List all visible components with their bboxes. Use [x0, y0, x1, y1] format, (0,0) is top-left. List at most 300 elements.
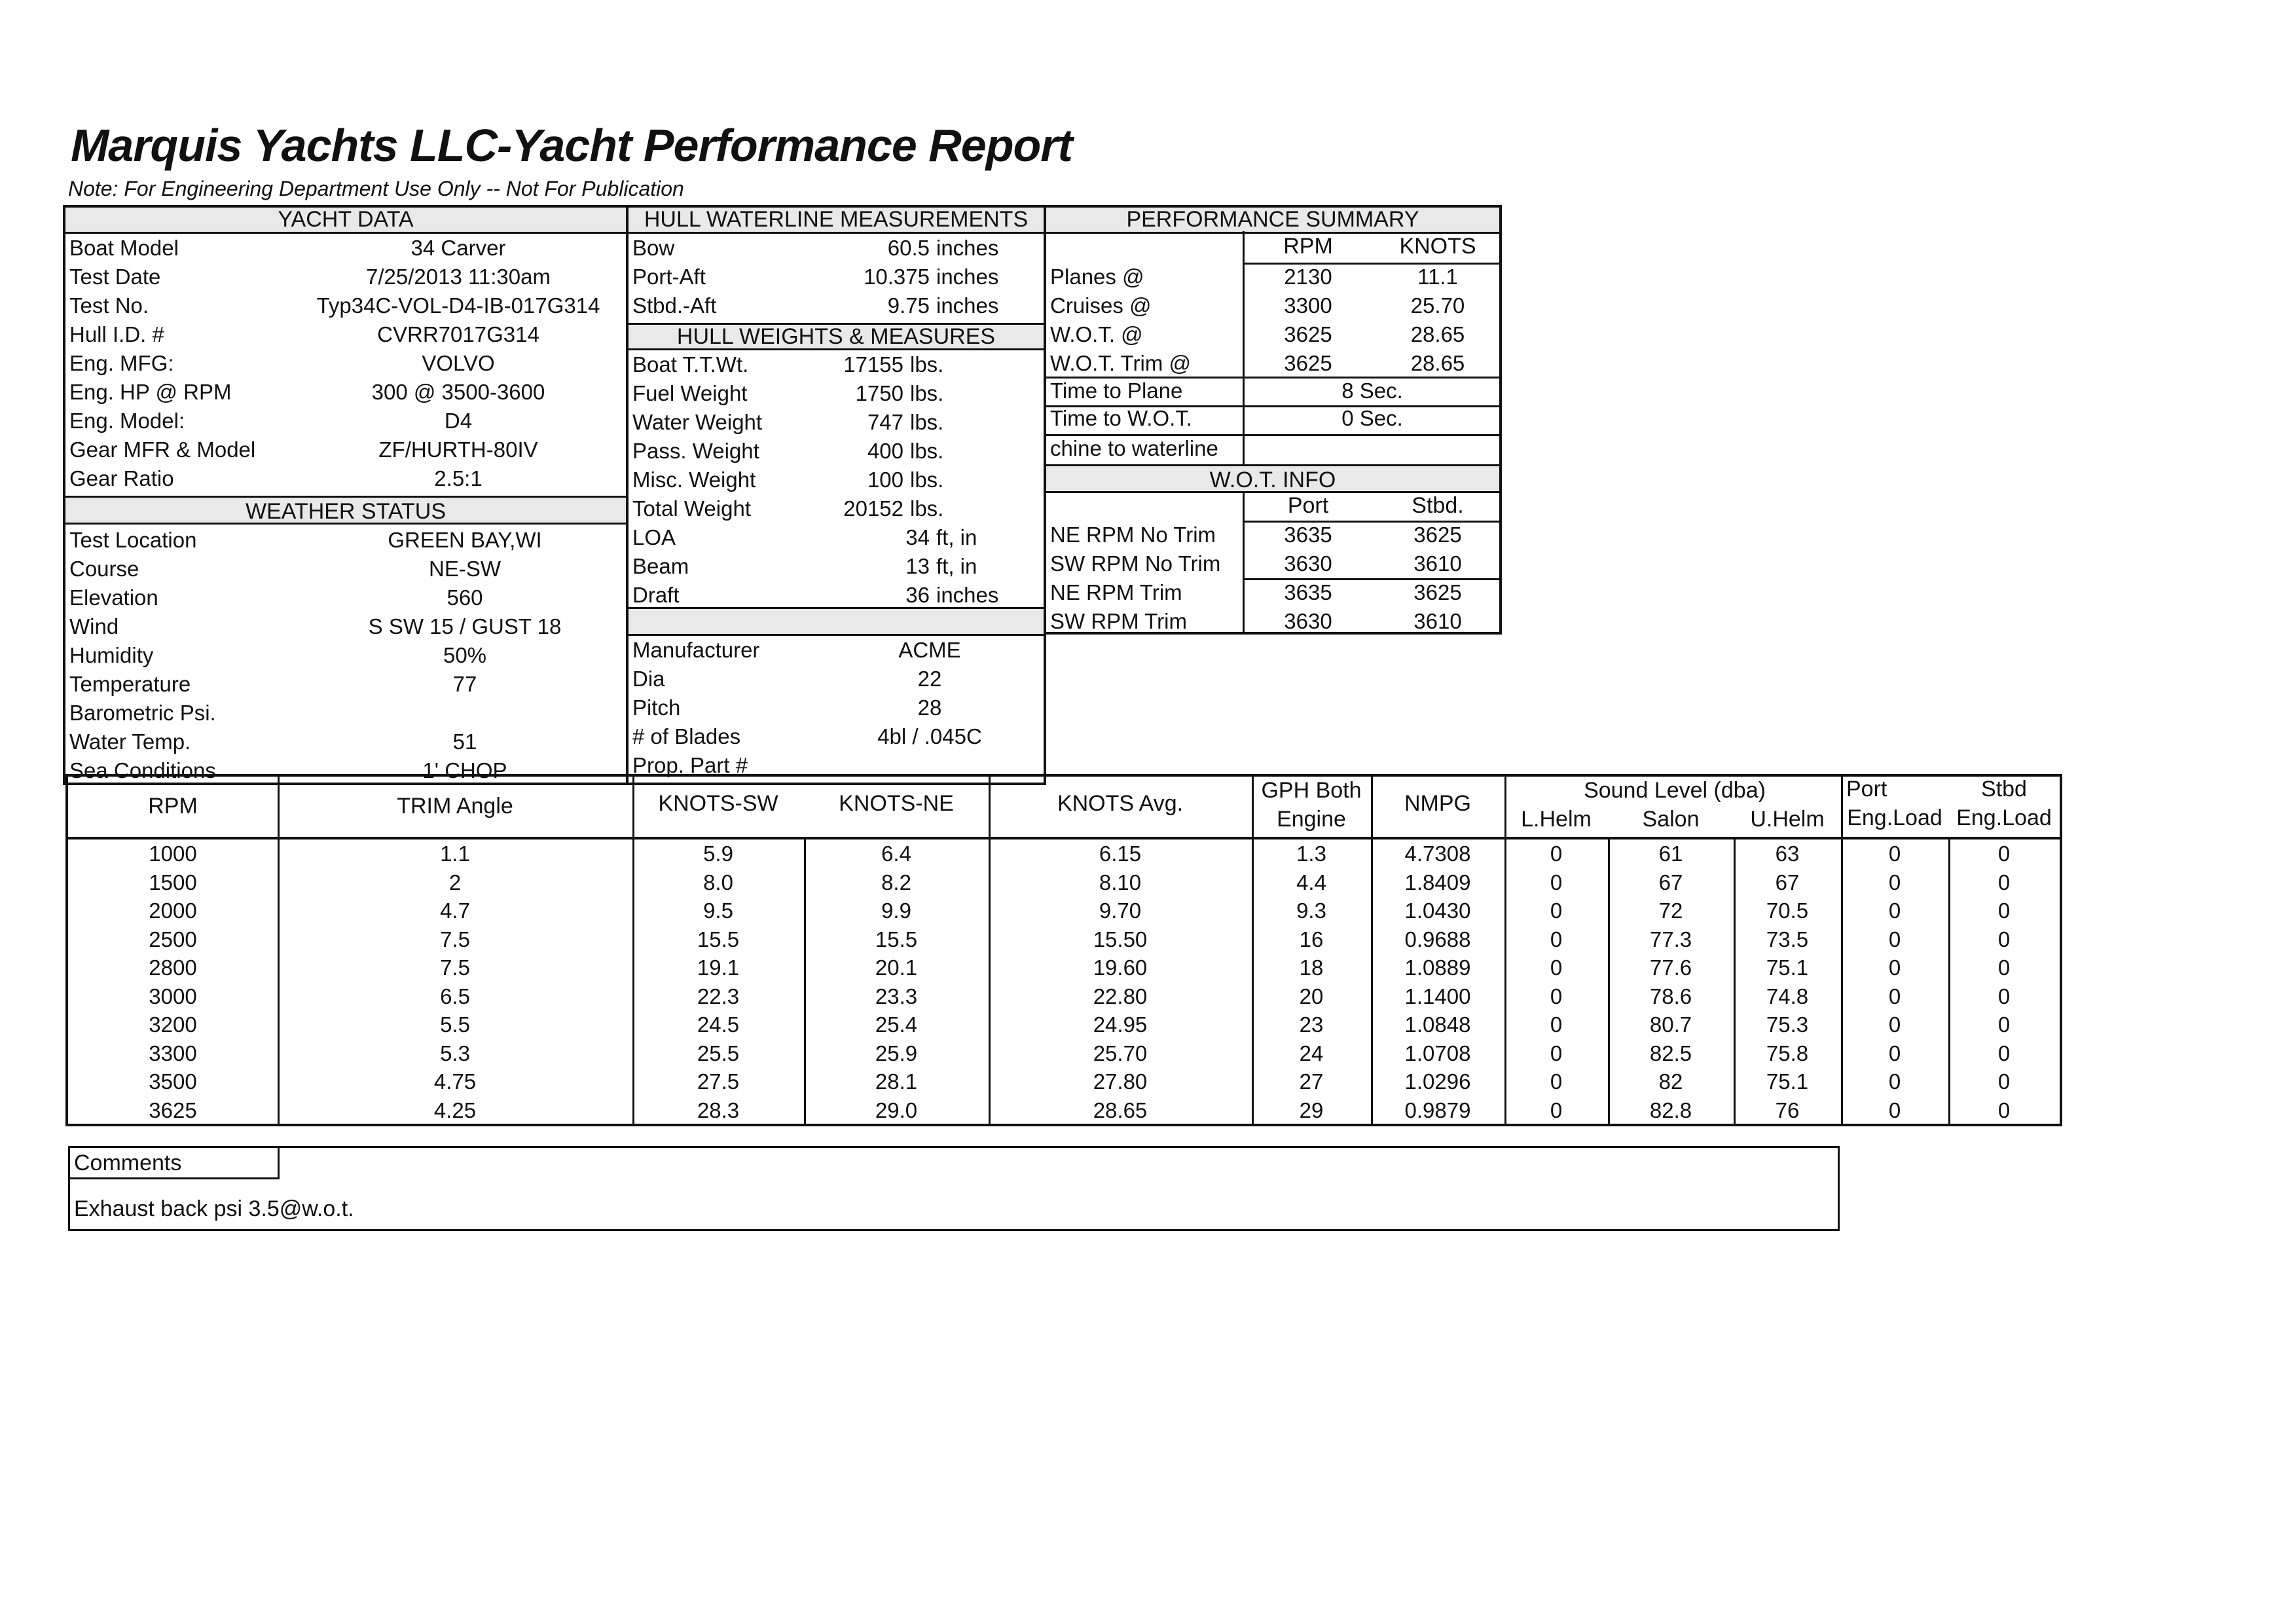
run-table-row [68, 1067, 2060, 1096]
run-cell-port-load: 0 [1888, 984, 1901, 1008]
run-cell-stbd-load: 0 [1997, 1041, 2011, 1065]
run-cell-rpm: 3200 [149, 1012, 197, 1037]
weather-value: 560 [446, 585, 483, 610]
hull-weights-row [629, 379, 1044, 408]
run-cell-l-helm: 0 [1550, 1041, 1563, 1065]
weather-label: Temperature [69, 672, 191, 696]
yacht-data-row [65, 349, 626, 378]
run-cell-u-helm: 74.8 [1766, 984, 1809, 1008]
run-cell-knots-avg: 22.80 [1093, 984, 1148, 1008]
yacht-data-row [65, 263, 626, 291]
hull-waterline-row [629, 291, 1044, 320]
yacht-data-row [65, 464, 626, 493]
run-cell-nmpg: 1.0296 [1404, 1069, 1471, 1094]
hull-weights-unit: lbs. [910, 439, 944, 463]
comments-label-box [70, 1148, 280, 1179]
hull-weights-value: 34 [905, 525, 930, 549]
run-cell-knots-sw: 15.5 [697, 927, 740, 951]
run-table-row [68, 925, 2060, 953]
run-cell-knots-sw: 19.1 [697, 955, 740, 980]
yacht-data-label: Test No. [69, 293, 149, 318]
propeller-label: Manufacturer [632, 638, 760, 662]
run-cell-gph: 16 [1299, 927, 1324, 951]
propeller-value: 28 [917, 695, 942, 720]
run-cell-knots-sw: 27.5 [697, 1069, 740, 1094]
run-cell-rpm: 3500 [149, 1069, 197, 1094]
yacht-data-label: Eng. Model: [69, 409, 185, 433]
weather-row [65, 612, 626, 641]
run-cell-knots-ne: 20.1 [875, 955, 918, 980]
run-cell-knots-ne: 15.5 [875, 927, 918, 951]
run-cell-trim: 2 [448, 870, 462, 895]
run-cell-rpm: 3300 [149, 1041, 197, 1065]
run-cell-stbd-load: 0 [1997, 1012, 2011, 1037]
weather-header: WEATHER STATUS [65, 496, 626, 525]
hull-weights-label: Total Weight [632, 496, 751, 521]
hull-waterline-unit: inches [936, 236, 999, 260]
wot-stbd: 3625 [1413, 580, 1462, 604]
wot-col-port: Port [1287, 493, 1329, 518]
performance-rpm: 3625 [1284, 351, 1332, 375]
run-table-row [68, 953, 2060, 982]
run-header-gph-2: Engine [1277, 807, 1346, 832]
run-cell-knots-sw: 25.5 [697, 1041, 740, 1065]
weather-value: GREEN BAY,WI [388, 528, 542, 552]
run-cell-port-load: 0 [1888, 1041, 1901, 1065]
hull-weights-label: Boat T.T.Wt. [632, 352, 749, 377]
weather-value: S SW 15 / GUST 18 [368, 614, 562, 638]
hull-weights-label: Beam [632, 554, 689, 578]
hull-waterline-value: 10.375 [864, 265, 930, 289]
weather-label: Course [69, 557, 139, 581]
run-header-rpm: RPM [148, 794, 198, 819]
run-cell-nmpg: 0.9879 [1404, 1098, 1471, 1122]
run-table-row [68, 1039, 2060, 1067]
hull-weights-unit: lbs. [910, 352, 944, 377]
performance-row [1046, 320, 1499, 349]
run-table-row [68, 896, 2060, 925]
yacht-data-header: YACHT DATA [65, 208, 626, 234]
run-cell-u-helm: 75.1 [1766, 1069, 1809, 1094]
hull-weights-label: Fuel Weight [632, 381, 748, 405]
propeller-label: # of Blades [632, 724, 741, 748]
hull-weights-header: HULL WEIGHTS & MEASURES [629, 323, 1044, 350]
run-cell-knots-avg: 25.70 [1093, 1041, 1148, 1065]
yacht-data-row [65, 234, 626, 263]
hull-weights-label: Draft [632, 583, 680, 607]
run-cell-port-load: 0 [1888, 870, 1901, 895]
run-cell-salon: 67 [1658, 870, 1683, 895]
performance-row [1046, 291, 1499, 320]
run-cell-salon: 61 [1658, 841, 1683, 866]
hull-waterline-label: Stbd.-Aft [632, 293, 717, 318]
run-cell-port-load: 0 [1888, 898, 1901, 923]
wot-label: SW RPM No Trim [1050, 551, 1221, 576]
run-cell-u-helm: 73.5 [1766, 927, 1809, 951]
yacht-data-value: 34 Carver [410, 236, 506, 260]
comments-box [68, 1146, 1840, 1231]
hull-weights-unit: lbs. [910, 496, 944, 521]
run-table-row [68, 982, 2060, 1010]
run-cell-nmpg: 1.0848 [1404, 1012, 1471, 1037]
run-table-row [68, 1096, 2060, 1124]
weather-value: 50% [443, 643, 487, 667]
performance-rpm: 3300 [1284, 293, 1332, 318]
yacht-data-row [65, 320, 626, 349]
performance-rpm: 3625 [1284, 322, 1332, 346]
run-cell-knots-sw: 22.3 [697, 984, 740, 1008]
run-cell-gph: 18 [1299, 955, 1324, 980]
run-table-row [68, 868, 2060, 896]
hull-weights-value: 747 [867, 410, 903, 434]
performance-rpm: 2130 [1284, 265, 1332, 289]
yacht-data-label: Gear MFR & Model [69, 437, 256, 462]
report-title: Marquis Yachts LLC-Yacht Performance Report [71, 120, 1072, 171]
weather-row [65, 583, 626, 612]
run-cell-knots-ne: 6.4 [881, 841, 911, 866]
wot-row [1046, 578, 1499, 607]
hull-weights-row [629, 494, 1044, 523]
run-header-port-1: Port [1846, 777, 1887, 802]
time-to-wot-label: Time to W.O.T. [1050, 406, 1192, 430]
run-cell-u-helm: 76 [1775, 1098, 1800, 1122]
hull-waterline-unit: inches [936, 293, 999, 318]
hull-weights-row [629, 437, 1044, 466]
yacht-data-value: 7/25/2013 11:30am [366, 265, 551, 289]
run-cell-stbd-load: 0 [1997, 898, 2011, 923]
weather-row [65, 699, 626, 728]
run-cell-gph: 23 [1299, 1012, 1324, 1037]
run-cell-stbd-load: 0 [1997, 1098, 2011, 1122]
hull-waterline-value: 9.75 [887, 293, 930, 318]
run-cell-l-helm: 0 [1550, 1098, 1563, 1122]
hull-weights-label: Water Weight [632, 410, 763, 434]
wot-label: NE RPM No Trim [1050, 523, 1216, 547]
hull-weights-value: 36 [905, 583, 930, 607]
hull-weights-label: Pass. Weight [632, 439, 759, 463]
run-header-knots-sw: KNOTS-SW [658, 791, 778, 816]
performance-label: Planes @ [1050, 265, 1144, 289]
wot-stbd: 3610 [1413, 609, 1462, 633]
wot-label: SW RPM Trim [1050, 609, 1187, 633]
propeller-label: Dia [632, 667, 665, 691]
run-cell-knots-ne: 8.2 [881, 870, 911, 895]
run-cell-salon: 77.3 [1649, 927, 1692, 951]
hull-weights-unit: lbs. [910, 410, 944, 434]
hull-waterline-label: Bow [632, 236, 675, 260]
run-cell-u-helm: 75.8 [1766, 1041, 1809, 1065]
run-cell-l-helm: 0 [1550, 898, 1563, 923]
time-to-plane-row [1046, 377, 1499, 405]
run-cell-stbd-load: 0 [1997, 955, 2011, 980]
run-cell-stbd-load: 0 [1997, 927, 2011, 951]
wot-port: 3635 [1284, 523, 1332, 547]
hull-weights-unit: lbs. [910, 381, 944, 405]
hull-panel [626, 205, 1046, 785]
yacht-data-value: Typ34C-VOL-D4-IB-017G314 [316, 293, 600, 318]
hull-waterline-row [629, 234, 1044, 263]
hull-weights-label: LOA [632, 525, 676, 549]
weather-label: Wind [69, 614, 119, 638]
hull-waterline-value: 60.5 [887, 236, 930, 260]
yacht-data-row [65, 291, 626, 320]
run-table [65, 774, 2062, 1126]
run-cell-knots-ne: 23.3 [875, 984, 918, 1008]
hull-weights-label: Misc. Weight [632, 468, 756, 492]
run-header-salon: Salon [1642, 807, 1700, 832]
run-cell-trim: 1.1 [440, 841, 470, 866]
run-cell-knots-ne: 29.0 [875, 1098, 918, 1122]
yacht-data-row [65, 407, 626, 435]
run-cell-u-helm: 70.5 [1766, 898, 1809, 923]
run-header-uhelm: U.Helm [1750, 807, 1825, 832]
hull-waterline-unit: inches [936, 265, 999, 289]
run-cell-l-helm: 0 [1550, 1069, 1563, 1094]
hull-weights-row [629, 350, 1044, 379]
perf-col-knots: KNOTS [1399, 234, 1476, 259]
run-header-stbd-1: Stbd [1981, 777, 2027, 802]
performance-knots: 28.65 [1410, 351, 1465, 375]
run-cell-gph: 24 [1299, 1041, 1324, 1065]
run-cell-nmpg: 1.8409 [1404, 870, 1471, 895]
run-header-sound: Sound Level (dba) [1584, 778, 1766, 803]
run-cell-stbd-load: 0 [1997, 870, 2011, 895]
run-cell-knots-ne: 25.4 [875, 1012, 918, 1037]
weather-row [65, 526, 626, 555]
run-cell-knots-ne: 9.9 [881, 898, 911, 923]
hull-weights-unit: lbs. [910, 468, 944, 492]
performance-knots: 11.1 [1417, 265, 1458, 289]
run-cell-trim: 5.3 [440, 1041, 470, 1065]
run-cell-nmpg: 4.7308 [1404, 841, 1471, 866]
run-cell-knots-ne: 25.9 [875, 1041, 918, 1065]
wot-stbd: 3610 [1413, 551, 1462, 576]
run-cell-knots-avg: 19.60 [1093, 955, 1148, 980]
run-cell-rpm: 1500 [149, 870, 197, 895]
time-to-plane-label: Time to Plane [1050, 378, 1183, 403]
wot-row [1046, 549, 1499, 578]
run-cell-salon: 82.8 [1649, 1098, 1692, 1122]
run-cell-l-helm: 0 [1550, 955, 1563, 980]
performance-label: W.O.T. Trim @ [1050, 351, 1191, 375]
run-cell-rpm: 2000 [149, 898, 197, 923]
run-cell-port-load: 0 [1888, 1098, 1901, 1122]
perf-col-rpm: RPM [1283, 234, 1333, 259]
wot-port: 3630 [1284, 551, 1332, 576]
hull-weights-unit: ft, in [936, 554, 977, 578]
yacht-data-label: Test Date [69, 265, 161, 289]
hull-weights-row [629, 408, 1044, 437]
run-cell-port-load: 0 [1888, 955, 1901, 980]
hull-weights-row [629, 466, 1044, 494]
wot-label: NE RPM Trim [1050, 580, 1182, 604]
wot-port: 3635 [1284, 580, 1332, 604]
performance-summary-panel [1044, 205, 1502, 635]
wot-col-stbd: Stbd. [1412, 493, 1464, 518]
yacht-data-value: VOLVO [422, 351, 495, 375]
run-header-gph-1: GPH Both [1261, 778, 1362, 803]
hull-weights-row [629, 552, 1044, 581]
wot-row [1046, 521, 1499, 549]
run-cell-nmpg: 1.0430 [1404, 898, 1471, 923]
run-cell-knots-avg: 6.15 [1099, 841, 1142, 866]
weather-row [65, 728, 626, 756]
run-cell-gph: 4.4 [1296, 870, 1326, 895]
hull-weights-value: 17155 [843, 352, 903, 377]
yacht-data-value: 300 @ 3500-3600 [371, 380, 545, 404]
run-cell-knots-avg: 15.50 [1093, 927, 1148, 951]
run-cell-knots-sw: 9.5 [703, 898, 733, 923]
run-cell-l-helm: 0 [1550, 927, 1563, 951]
yacht-data-label: Eng. MFG: [69, 351, 174, 375]
hull-weights-value: 1750 [855, 381, 903, 405]
run-cell-knots-sw: 28.3 [697, 1098, 740, 1122]
chine-label: chine to waterline [1050, 436, 1218, 460]
propeller-value: ACME [898, 638, 961, 662]
propeller-label: Pitch [632, 695, 681, 720]
run-cell-knots-avg: 27.80 [1093, 1069, 1148, 1094]
weather-label: Test Location [69, 528, 197, 552]
run-cell-rpm: 2800 [149, 955, 197, 980]
run-cell-knots-sw: 8.0 [703, 870, 733, 895]
propeller-row [629, 636, 1044, 665]
yacht-data-value: ZF/HURTH-80IV [378, 437, 538, 462]
run-cell-u-helm: 67 [1775, 870, 1800, 895]
yacht-data-value: 2.5:1 [434, 466, 483, 490]
propeller-row [629, 693, 1044, 722]
run-cell-gph: 9.3 [1296, 898, 1326, 923]
weather-value: 1' CHOP [422, 758, 507, 783]
run-table-row [68, 1010, 2060, 1039]
performance-summary-header: PERFORMANCE SUMMARY [1046, 208, 1499, 234]
weather-label: Water Temp. [69, 729, 191, 754]
run-cell-knots-avg: 24.95 [1093, 1012, 1148, 1037]
run-cell-l-helm: 0 [1550, 841, 1563, 866]
wot-row [1046, 607, 1499, 636]
propeller-value: 4bl / .045C [877, 724, 982, 748]
run-cell-rpm: 2500 [149, 927, 197, 951]
performance-label: W.O.T. @ [1050, 322, 1143, 346]
run-cell-rpm: 3000 [149, 984, 197, 1008]
weather-value: 51 [452, 729, 477, 754]
performance-knots: 28.65 [1410, 322, 1465, 346]
yacht-data-row [65, 435, 626, 464]
hull-weights-value: 400 [867, 439, 903, 463]
hull-waterline-row [629, 263, 1044, 291]
weather-label: Barometric Psi. [69, 701, 216, 725]
time-to-plane-value: 8 Sec. [1341, 378, 1403, 403]
hull-weights-row [629, 523, 1044, 552]
weather-label: Humidity [69, 643, 154, 667]
propeller-row [629, 665, 1044, 693]
propeller-row [629, 722, 1044, 751]
yacht-data-label: Eng. HP @ RPM [69, 380, 232, 404]
propeller-label: Prop. Part # [632, 753, 748, 777]
chine-row [1046, 434, 1499, 463]
run-cell-knots-sw: 24.5 [697, 1012, 740, 1037]
run-cell-stbd-load: 0 [1997, 984, 2011, 1008]
propeller-value: 22 [917, 667, 942, 691]
yacht-data-value: D4 [444, 409, 473, 433]
hull-blank-bar [629, 607, 1044, 636]
run-header-nmpg: NMPG [1404, 791, 1471, 816]
comments-text: Exhaust back psi 3.5@w.o.t. [74, 1196, 354, 1221]
run-header-trim: TRIM Angle [397, 794, 513, 819]
performance-row [1046, 263, 1499, 291]
weather-row [65, 641, 626, 670]
performance-row [1046, 349, 1499, 378]
run-cell-salon: 80.7 [1649, 1012, 1692, 1037]
run-cell-stbd-load: 0 [1997, 1069, 2011, 1094]
performance-knots: 25.70 [1410, 293, 1465, 318]
run-cell-stbd-load: 0 [1997, 841, 2011, 866]
wot-info-header: W.O.T. INFO [1046, 464, 1499, 493]
yacht-data-label: Gear Ratio [69, 466, 174, 490]
report-note: Note: For Engineering Department Use Only -- Not For Publication [68, 177, 684, 200]
weather-value: NE-SW [429, 557, 501, 581]
run-cell-gph: 1.3 [1296, 841, 1326, 866]
hull-weights-value: 20152 [843, 496, 903, 521]
run-cell-port-load: 0 [1888, 841, 1901, 866]
run-cell-u-helm: 75.3 [1766, 1012, 1809, 1037]
run-header-port-2: Eng.Load [1847, 805, 1942, 830]
weather-value: 77 [452, 672, 477, 696]
run-cell-nmpg: 1.0889 [1404, 955, 1471, 980]
weather-row [65, 670, 626, 699]
hull-waterline-label: Port-Aft [632, 265, 706, 289]
run-cell-nmpg: 1.1400 [1404, 984, 1471, 1008]
run-cell-trim: 7.5 [440, 927, 470, 951]
run-cell-gph: 20 [1299, 984, 1324, 1008]
run-cell-salon: 72 [1658, 898, 1683, 923]
run-cell-port-load: 0 [1888, 1012, 1901, 1037]
run-cell-trim: 7.5 [440, 955, 470, 980]
run-cell-trim: 4.7 [440, 898, 470, 923]
run-cell-gph: 27 [1299, 1069, 1324, 1094]
performance-label: Cruises @ [1050, 293, 1152, 318]
wot-port: 3630 [1284, 609, 1332, 633]
run-cell-knots-avg: 8.10 [1099, 870, 1142, 895]
run-cell-salon: 78.6 [1649, 984, 1692, 1008]
run-cell-l-helm: 0 [1550, 984, 1563, 1008]
time-to-wot-value: 0 Sec. [1341, 406, 1403, 430]
yacht-data-row [65, 378, 626, 407]
run-cell-nmpg: 1.0708 [1404, 1041, 1471, 1065]
run-cell-trim: 6.5 [440, 984, 470, 1008]
run-header-lhelm: L.Helm [1521, 807, 1592, 832]
comments-label: Comments [74, 1151, 182, 1175]
wot-stbd: 3625 [1413, 523, 1462, 547]
run-cell-u-helm: 63 [1775, 841, 1800, 866]
run-cell-trim: 4.25 [433, 1098, 477, 1122]
weather-label: Sea Conditions [69, 758, 216, 783]
hull-waterline-header: HULL WATERLINE MEASUREMENTS [629, 208, 1044, 234]
yacht-data-value: CVRR7017G314 [377, 322, 539, 346]
run-cell-gph: 29 [1299, 1098, 1324, 1122]
run-cell-salon: 82.5 [1649, 1041, 1692, 1065]
run-cell-knots-ne: 28.1 [875, 1069, 918, 1094]
run-cell-salon: 82 [1658, 1069, 1683, 1094]
run-header-knots-avg: KNOTS Avg. [1057, 791, 1184, 816]
hull-weights-value: 13 [905, 554, 930, 578]
run-cell-rpm: 1000 [149, 841, 197, 866]
run-header-stbd-2: Eng.Load [1956, 805, 2052, 830]
yacht-data-panel [63, 205, 629, 785]
run-cell-port-load: 0 [1888, 927, 1901, 951]
run-cell-nmpg: 0.9688 [1404, 927, 1471, 951]
run-table-row [68, 840, 2060, 868]
hull-weights-row [629, 581, 1044, 610]
